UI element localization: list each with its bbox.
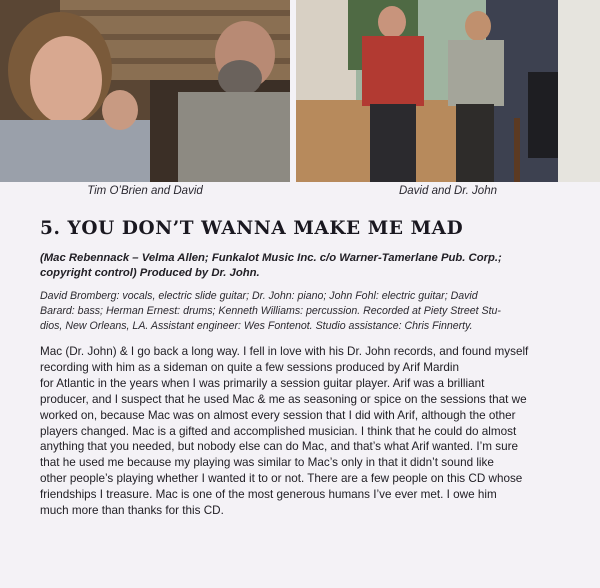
- notes-line: other people’s playing whether I wanted it to or not. There are a few people on this CD whose: [40, 472, 523, 486]
- credits-line: (Mac Rebennack – Velma Allen; Funkalot Music Inc. c/o Warner-Tamerlane Pub. Corp.;: [40, 252, 502, 264]
- notes-line: worked on, because Mac was on almost every session that I did with Arif, although the other: [40, 408, 516, 422]
- notes-line: Mac (Dr. John) & I go back a long way. I fell in love with his Dr. John records, and found myself: [40, 345, 529, 358]
- personnel-line: Barard: bass; Herman Ernest: drums; Kenneth Williams: percussion. Recorded at Piety Street Stu-: [40, 305, 501, 317]
- notes-line: recording with him as a sideman on quite a few sessions produced by Arif Mardin: [40, 360, 460, 374]
- track-title: 5. YOU DON’T WANNA MAKE ME MAD: [40, 218, 464, 239]
- personnel-line: dios, New Orleans, LA. Assistant engineer: Wes Fontenot. Studio assistance: Chris Finnerty.: [40, 320, 473, 332]
- photo-caption-left: Tim O’Brien and David: [87, 185, 203, 197]
- notes-line: anything that you needed, but nobody else can do Mac, and that’s what Arif wanted. I’m sure: [40, 440, 518, 454]
- notes-line: friendships I treasure. Mac is one of the most generous humans I’ve ever met. I owe him: [40, 488, 497, 502]
- credits-line: copyright control) Produced by Dr. John.: [40, 266, 260, 279]
- notes-line: that he used me because my playing was similar to Mac’s only in that it didn’t sound like: [40, 456, 494, 470]
- photo-caption-right: David and Dr. John: [398, 185, 497, 197]
- notes-line: producer, and I suspect that he used Mac & me as seasoning or spice on the sessions that we: [40, 392, 527, 406]
- photo-david-and-dr-john: [296, 0, 600, 182]
- notes-line: players changed. Mac is a gifted and accomplished musician. I think that he could do almost: [40, 424, 517, 438]
- track-credits: [40, 251, 568, 280]
- photo-tim-obrien-and-david: [0, 0, 290, 182]
- track-personnel: [40, 289, 568, 334]
- liner-notes: [40, 344, 568, 519]
- notes-line: for Atlantic in the years when I was primarily a session guitar player. Arif was a brilliant: [40, 376, 485, 390]
- personnel-line: David Bromberg: vocals, electric slide guitar; Dr. John: piano; John Fohl: electric guitar; David: [40, 290, 478, 302]
- notes-line: much more than thanks for this CD.: [40, 504, 224, 518]
